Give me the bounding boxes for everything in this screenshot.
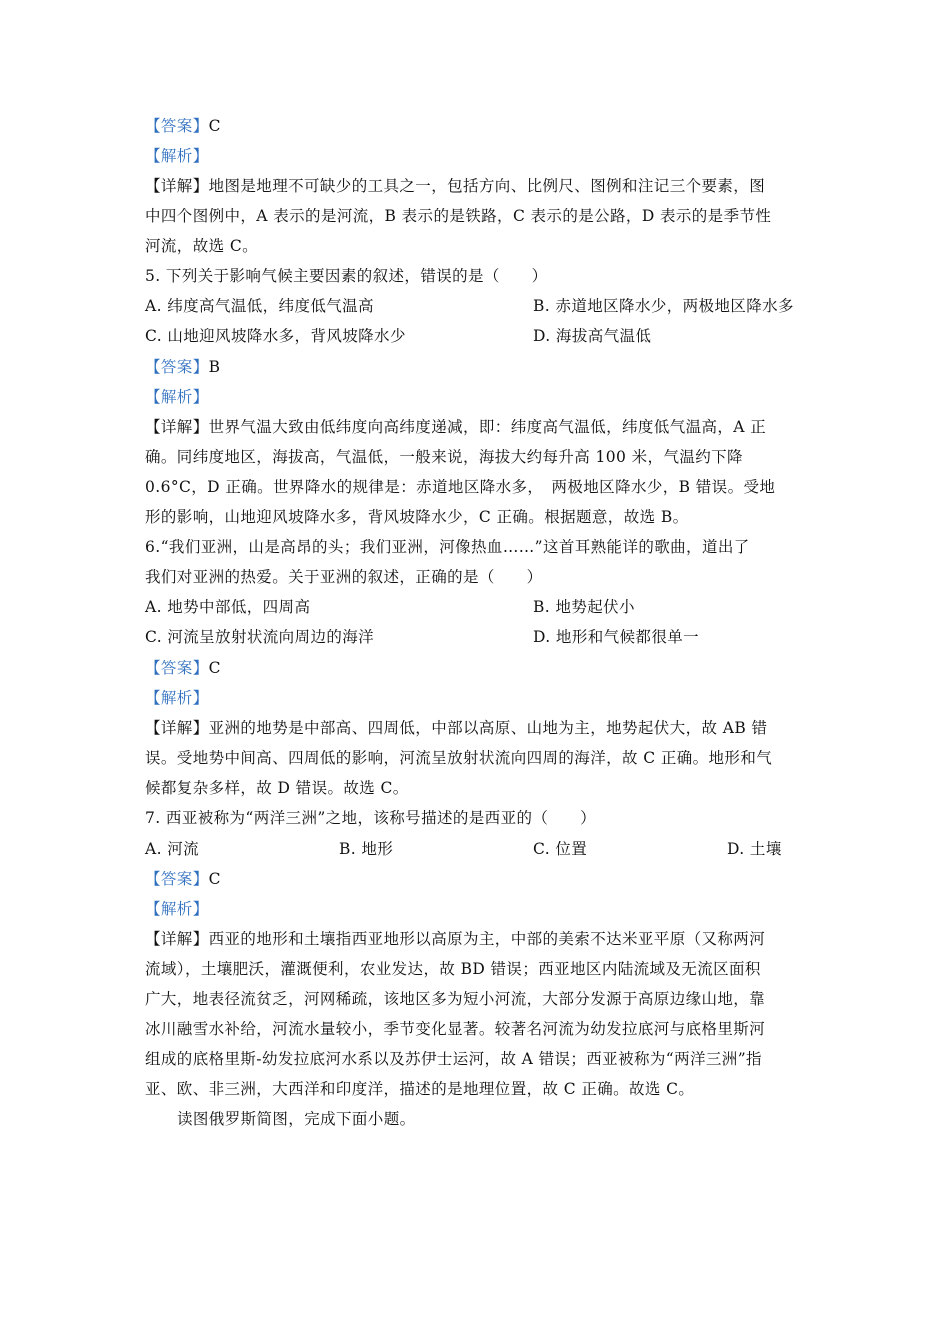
q5-option-d: D. 海拔高气温低 bbox=[533, 327, 652, 345]
q7-option-c: C. 位置 bbox=[533, 840, 588, 858]
q6-detail-line-1 bbox=[145, 713, 815, 743]
answer-tag: 【答案】 bbox=[145, 358, 209, 376]
answer-tag: 【答案】 bbox=[145, 117, 209, 135]
q6-answer-line bbox=[145, 653, 815, 683]
q5-detail-line-1 bbox=[145, 412, 815, 442]
q7-detail-line-1 bbox=[145, 924, 815, 954]
q5-detail-line-4: 形的影响，山地迎风坡降水多，背风坡降水少，C 正确。根据题意，故选 B。 bbox=[145, 508, 689, 526]
analysis-tag: 【解析】 bbox=[145, 689, 209, 707]
q5-options-row-2 bbox=[145, 321, 815, 351]
q6-option-c: C. 河流呈放射状流向周边的海洋 bbox=[145, 628, 375, 646]
section-intro: 读图俄罗斯简图，完成下面小题。 bbox=[177, 1110, 416, 1128]
answer-value: C bbox=[208, 870, 221, 888]
q6-stem-line-2: 我们对亚洲的热爱。关于亚洲的叙述，正确的是（ ） bbox=[145, 568, 543, 586]
q5-stem: 5. 下列关于影响气候主要因素的叙述，错误的是（ ） bbox=[145, 267, 548, 285]
detail-tag: 【详解】 bbox=[145, 719, 209, 737]
q5-detail-line-3: 0.6°C，D 正确。世界降水的规律是：赤道地区降水多， 两极地区降水少，B 错误。受地 bbox=[145, 478, 776, 496]
q7-detail-line-3: 广大，地表径流贫乏，河网稀疏，该地区多为短小河流，大部分发源于高原边缘山地，靠 bbox=[145, 990, 766, 1008]
q7-detail-line-5: 组成的底格里斯-幼发拉底河水系以及苏伊士运河，故 A 错误；西亚被称为“两洋三洲”指 bbox=[145, 1050, 762, 1068]
q7-option-d: D. 土壤 bbox=[727, 840, 782, 858]
q6-option-b: B. 地势起伏小 bbox=[533, 598, 635, 616]
q5-analysis-line bbox=[145, 382, 815, 412]
q4-detail-line-2: 中四个图例中，A 表示的是河流，B 表示的是铁路，C 表示的是公路，D 表示的是季节性 bbox=[145, 207, 772, 225]
q7-stem: 7. 西亚被称为“两洋三洲”之地，该称号描述的是西亚的（ ） bbox=[145, 809, 596, 827]
q6-options-row-2 bbox=[145, 622, 815, 652]
q7-analysis-line bbox=[145, 894, 815, 924]
q5-option-c: C. 山地迎风坡降水多，背风坡降水少 bbox=[145, 327, 406, 345]
q4-answer-line bbox=[145, 111, 815, 141]
q5-option-a: A. 纬度高气温低，纬度低气温高 bbox=[145, 297, 374, 315]
q5-option-b: B. 赤道地区降水少，两极地区降水多 bbox=[533, 297, 794, 315]
q7-answer-line bbox=[145, 864, 815, 894]
q7-option-a: A. 河流 bbox=[145, 840, 200, 858]
q7-options-row bbox=[145, 834, 815, 864]
q6-stem-line-1: 6.“我们亚洲，山是高昂的头；我们亚洲，河像热血……”这首耳熟能详的歌曲，道出了 bbox=[145, 538, 750, 556]
q6-analysis-line bbox=[145, 683, 815, 713]
q5-detail-line-2: 确。同纬度地区，海拔高，气温低，一般来说，海拔大约每升高 100 米，气温约下降 bbox=[145, 448, 743, 466]
analysis-tag: 【解析】 bbox=[145, 388, 209, 406]
q7-detail-line-4: 冰川融雪水补给，河流水量较小，季节变化显著。较著名河流为幼发拉底河与底格里斯河 bbox=[145, 1020, 766, 1038]
q6-options-row-1 bbox=[145, 592, 815, 622]
q7-detail-line-6: 亚、欧、非三洲，大西洋和印度洋，描述的是地理位置，故 C 正确。故选 C。 bbox=[145, 1080, 695, 1098]
detail-text: 地图是地理不可缺少的工具之一，包括方向、比例尺、图例和注记三个要素，图 bbox=[208, 177, 766, 195]
answer-value: C bbox=[208, 117, 221, 135]
answer-tag: 【答案】 bbox=[145, 659, 209, 677]
q4-detail-line-1 bbox=[145, 171, 815, 201]
q5-options-row-1 bbox=[145, 291, 815, 321]
detail-tag: 【详解】 bbox=[145, 930, 209, 948]
q7-option-b: B. 地形 bbox=[339, 840, 394, 858]
answer-tag: 【答案】 bbox=[145, 870, 209, 888]
q7-detail-line-2: 流域），土壤肥沃，灌溉便利，农业发达，故 BD 错误；西亚地区内陆流域及无流区面积 bbox=[145, 960, 761, 978]
analysis-tag: 【解析】 bbox=[145, 900, 209, 918]
q6-detail-line-2: 误。受地势中间高、四周低的影响，河流呈放射状流向四周的海洋，故 C 正确。地形和气 bbox=[145, 749, 773, 767]
q4-analysis-line bbox=[145, 141, 815, 171]
detail-text: 西亚的地形和土壤指西亚地形以高原为主，中部的美索不达米亚平原（又称两河 bbox=[208, 930, 766, 948]
q6-detail-line-3: 候都复杂多样，故 D 错误。故选 C。 bbox=[145, 779, 409, 797]
q6-option-a: A. 地势中部低，四周高 bbox=[145, 598, 311, 616]
detail-text: 亚洲的地势是中部高、四周低，中部以高原、山地为主，地势起伏大，故 AB 错 bbox=[208, 719, 768, 737]
detail-text: 世界气温大致由低纬度向高纬度递减，即：纬度高气温低，纬度低气温高，A 正 bbox=[208, 418, 767, 436]
q6-option-d: D. 地形和气候都很单一 bbox=[533, 628, 700, 646]
q4-detail-line-3: 河流，故选 C。 bbox=[145, 237, 258, 255]
analysis-tag: 【解析】 bbox=[145, 147, 209, 165]
answer-value: C bbox=[208, 659, 221, 677]
detail-tag: 【详解】 bbox=[145, 177, 209, 195]
answer-value: B bbox=[208, 358, 221, 376]
q5-answer-line bbox=[145, 352, 815, 382]
detail-tag: 【详解】 bbox=[145, 418, 209, 436]
